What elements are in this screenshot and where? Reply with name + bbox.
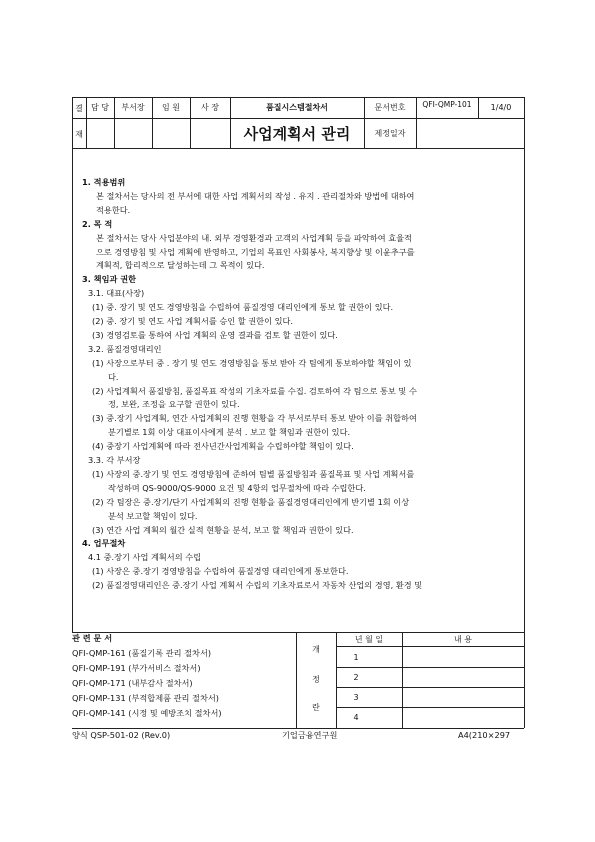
- related-doc-1: QFI-QMP-161 (품질기록 관리 절차서): [72, 648, 212, 658]
- body-line: (4) 중장기 사업계획에 따라 전사년간사업계획을 수립하야할 책임이 있다.: [92, 441, 354, 452]
- body-line: (3) 중.장기 사업계획, 연간 사업계획의 진행 현황을 각 부서로부터 통보 받아 이를 취합하여: [92, 413, 417, 424]
- footer-size: A4(210×297: [458, 730, 511, 740]
- doc-category: 품질시스템절차서: [266, 103, 328, 112]
- body-line: (2) 품질경영대리인은 중.장기 사업 계획서 수립의 기초자료로서 자동차 산업의 경영, 환경 및: [92, 580, 423, 591]
- date-value: [416, 118, 524, 148]
- doc-no-label: 문서번호: [374, 103, 406, 112]
- related-doc-3: QFI-QMP-171 (내부감사 절차서): [72, 678, 193, 688]
- related-doc-2: QFI-QMP-191 (부가서비스 절차서): [72, 663, 201, 673]
- body-line: 계획적, 합리적으로 달성하는데 그 목적이 있다.: [96, 260, 265, 271]
- body-line: 본 절차서는 당사의 전 부서에 대한 사업 계획서의 작성 . 유지 . 관리절차와 방법에 대하여: [96, 190, 415, 201]
- date-label: 제정일자: [374, 128, 406, 138]
- body-line: 적용한다.: [96, 204, 131, 215]
- footer-org: 기업금융연구원: [282, 730, 338, 740]
- doc-no-value: QFI-QMP-101: [422, 100, 472, 109]
- section-heading: 3. 책임과 권한: [82, 274, 137, 285]
- page-value: 1/4/0: [490, 103, 512, 112]
- body-line: 4.1 중.장기 사업 계획서의 수립: [88, 552, 202, 563]
- body-line: 3.2. 품질경영대리인: [88, 343, 162, 354]
- revision-row-2: 2: [353, 672, 359, 682]
- body-line: 3.3. 각 부서장: [88, 455, 141, 465]
- body-line: 분기별로 1회 이상 대표이사에게 분석 . 보고 할 책임과 권한이 있다.: [108, 427, 351, 438]
- approver-staff: 담 당: [91, 103, 109, 112]
- body-line: 작성하며 QS-9000/QS-9000 요건 및 4항의 업무절차에 따라 수립한다.: [108, 482, 366, 493]
- section-heading: 4. 업무절차: [82, 538, 126, 549]
- body-line: 정, 보완, 조정을 요구할 권한이 있다.: [108, 399, 240, 410]
- body-line: 다.: [108, 371, 119, 382]
- body-line: (1) 사장의 중.장기 및 연도 경영방침에 준하여 팀별 품질방침과 품질목표 및 사업 계획서를: [92, 468, 415, 479]
- body-line: 으로 경영방침 및 사업 계획에 반영하고, 기업의 목표인 사회봉사, 복지향상 및 이윤추구를: [96, 246, 415, 257]
- revision-col-content: 내 용: [454, 634, 472, 644]
- body-line: (2) 중. 장기 및 연도 사업 계획서를 승인 할 권한이 있다.: [92, 316, 294, 326]
- revision-col-year: 년 월 일: [354, 634, 384, 644]
- related-docs-heading: 관 련 문 서: [72, 633, 113, 643]
- approver-dept-head: 부서장: [121, 103, 145, 112]
- revision-label-3: 란: [312, 702, 320, 712]
- revision-label-2: 정: [312, 674, 320, 684]
- approval-label-bottom: 재: [75, 129, 83, 139]
- body-line: (3) 경영검토를 통하여 사업 계획의 운영 결과를 검토 할 권한이 있다.: [92, 329, 338, 340]
- body-line: 분석 보고할 책임이 있다.: [108, 510, 198, 521]
- body-line: (2) 사업계획서 품질방침, 품질목표 작성의 기초자료를 수집. 검토하여 각 팀으로 통보 및 수: [92, 385, 417, 396]
- body-line: (1) 사장으로부터 중 . 장기 및 연도 경영방침을 통보 받아 각 팀에게 통보하야할 책임이 있: [92, 357, 412, 368]
- body-line: 본 절차서는 당사 사업분야의 내. 외부 경영환경과 고객의 사업계획 등을 파악하여 효율적: [96, 232, 412, 243]
- body-line: (2) 각 팀장은 중.장기/단기 사업계획의 진행 현황을 품질경영대리인에게 반기별 1회 이상: [92, 496, 410, 507]
- revision-row-1: 1: [353, 652, 359, 662]
- related-doc-5: QFI-QMP-141 (시정 및 예방조치 절차서): [72, 708, 222, 718]
- related-doc-4: QFI-QMP-131 (부적합제품 관리 절차서): [72, 693, 219, 703]
- section-heading: 2. 목 적: [82, 218, 113, 229]
- revision-row-4: 4: [353, 712, 359, 722]
- body-line: (1) 중. 장기 및 연도 경영방침을 수립하여 품질경영 대리인에게 통보 할 권한이 있다.: [92, 302, 394, 313]
- revision-label-1: 개: [312, 644, 320, 654]
- body-line: (3) 연간 사업 계획의 월간 실적 현황을 분석, 보고 할 책임과 권한이 있다.: [92, 524, 354, 535]
- section-heading: 1. 적용범위: [82, 177, 126, 187]
- approval-label-top: 결: [75, 103, 83, 113]
- body-line: 3.1. 대표(사장): [88, 288, 145, 299]
- approver-president: 사 장: [201, 103, 219, 112]
- page-title: 사업계획서 관리: [243, 124, 351, 143]
- footer-form: 양식 QSP-501-02 (Rev.0): [72, 730, 171, 740]
- body-line: (1) 사장은 중.장기 경영방침을 수립하여 품질경영 대리인에게 통보한다.: [92, 566, 349, 577]
- revision-row-3: 3: [353, 692, 359, 702]
- approver-executive: 임 원: [162, 103, 180, 112]
